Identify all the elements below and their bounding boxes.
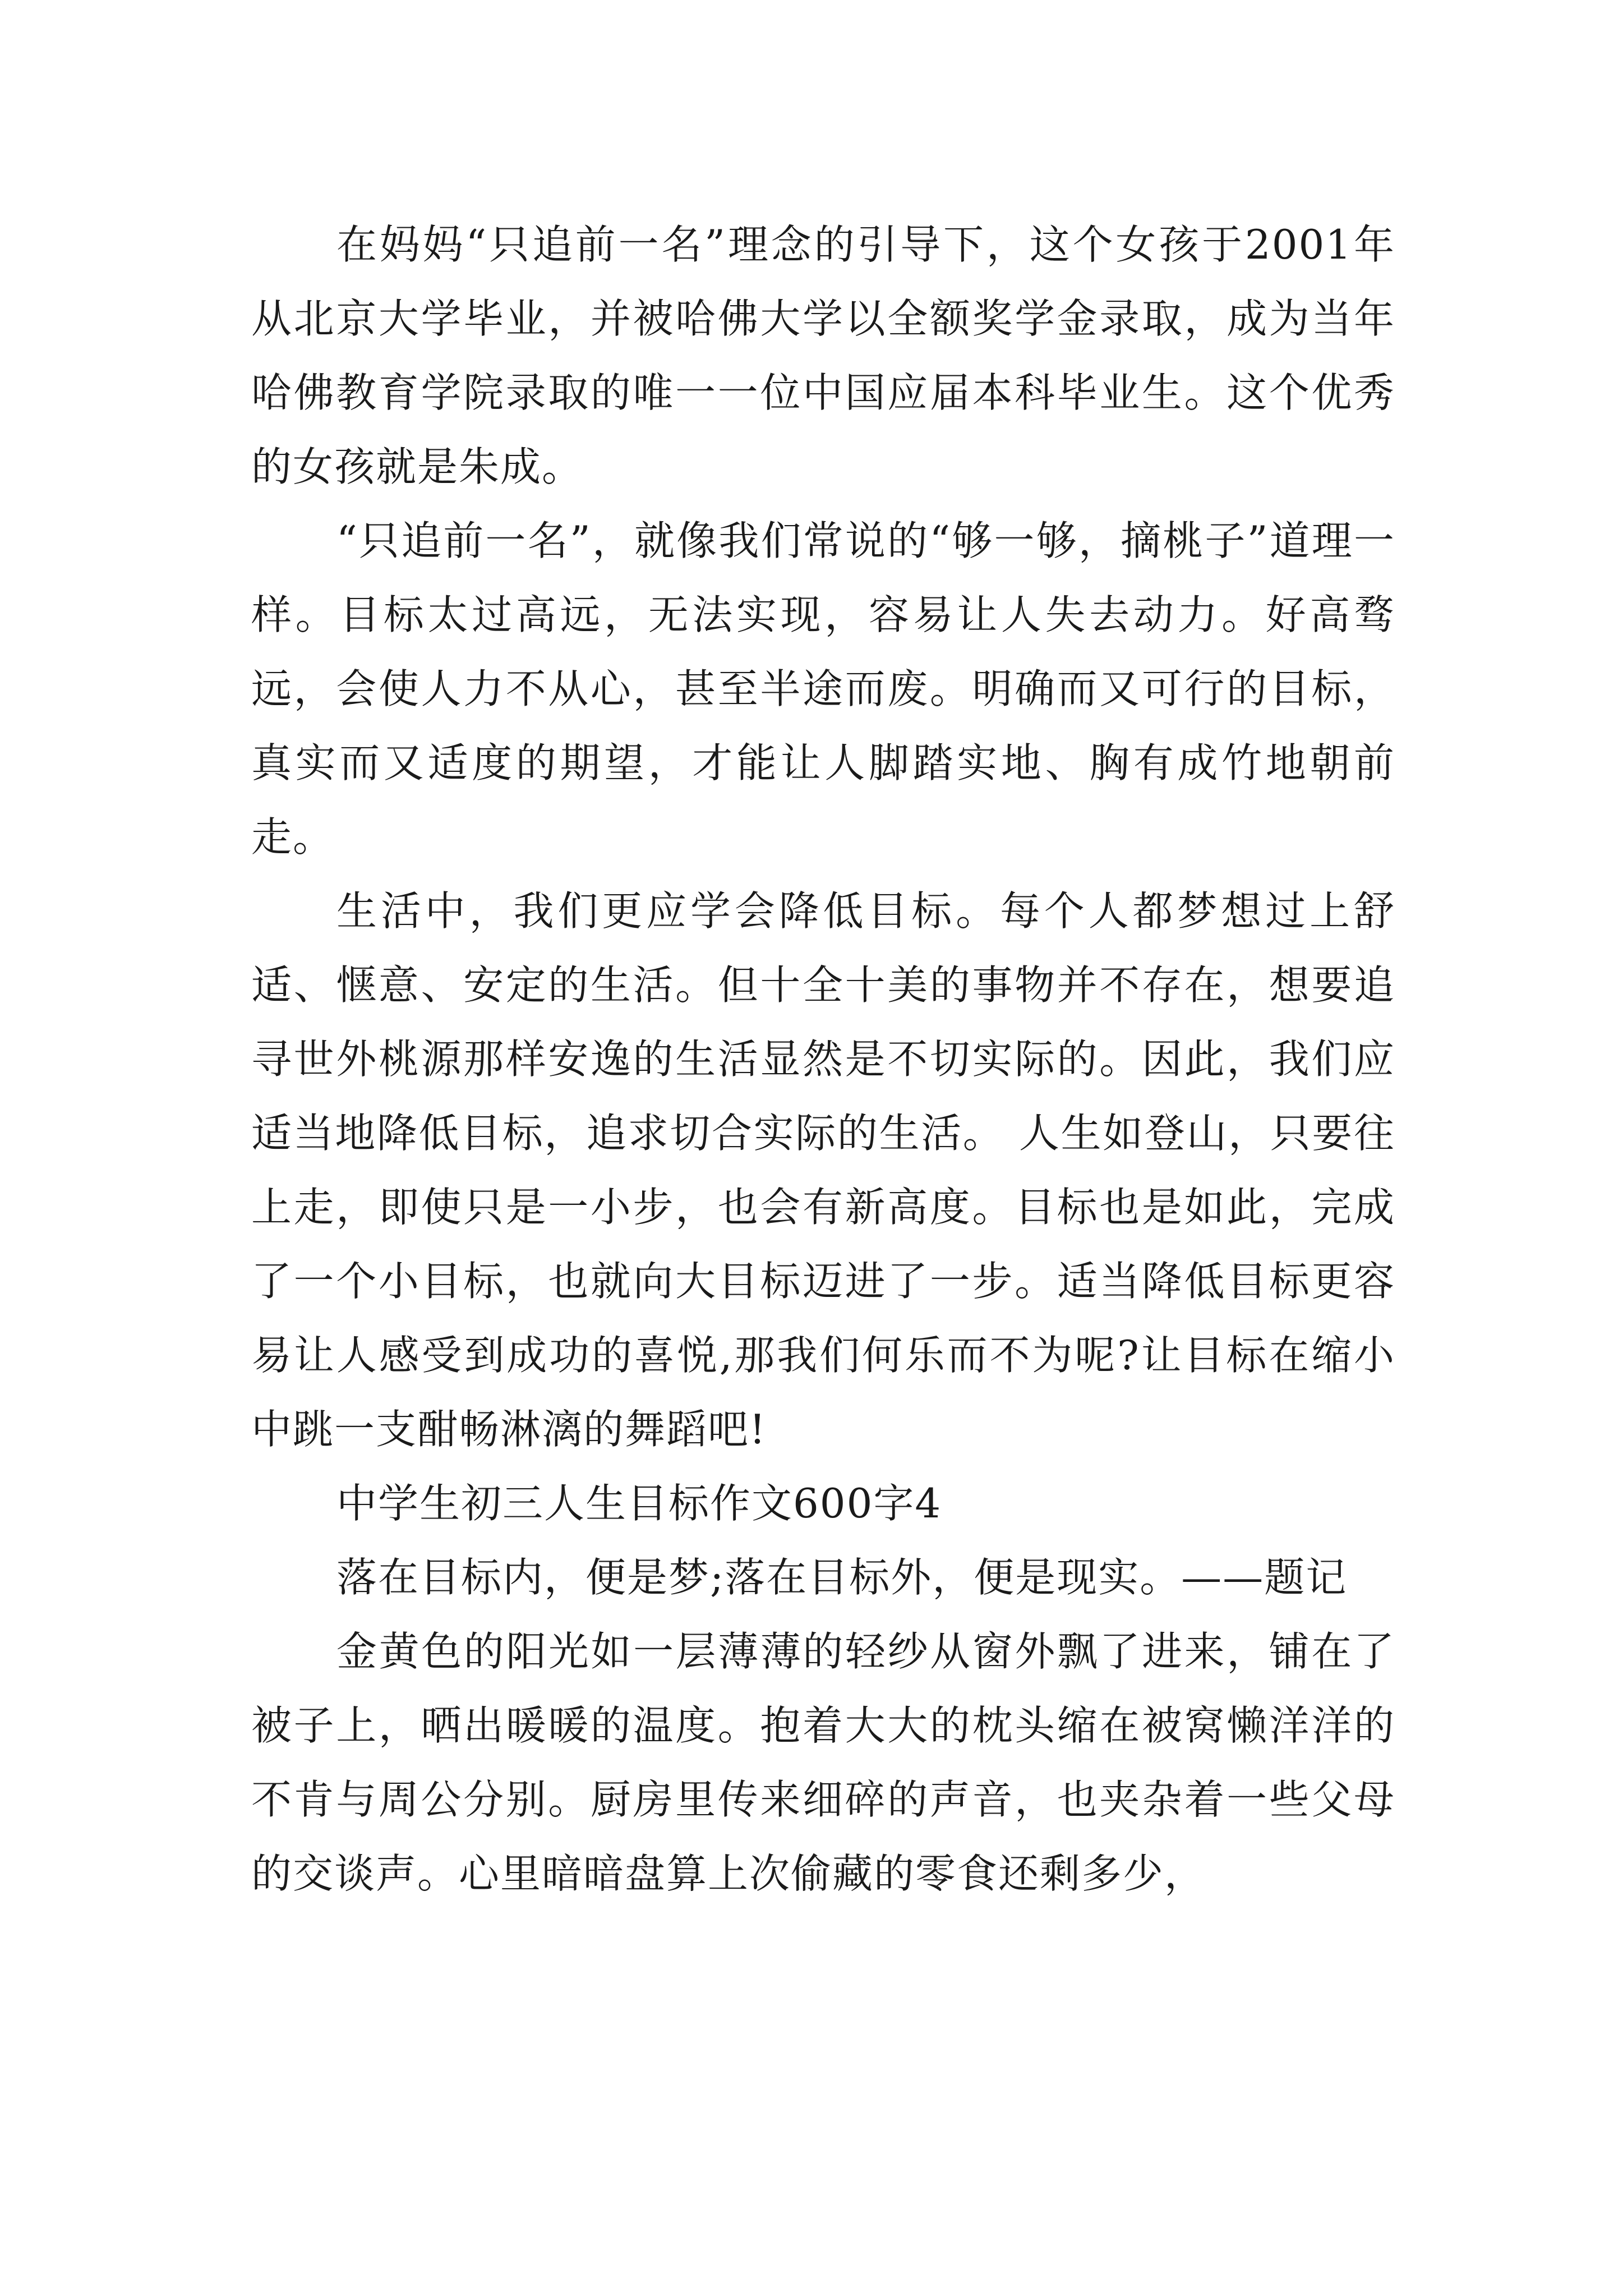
document-body — [251, 208, 1395, 1911]
paragraph-morning-sunlight: 金黄色的阳光如一层薄薄的轻纱从窗外飘了进来，铺在了被子上，晒出暖暖的温度。抱着大大的枕头缩在被窝懒洋洋的不肯与周公分别。厨房里传来细碎的声音，也夹杂着一些父母的交谈声。心里暗暗盘算上次偷藏的零食还剩多少， — [251, 1628, 1395, 1897]
section-title: 中学生初三人生目标作文600字4 — [336, 1480, 942, 1527]
paragraph-zhu-cheng: 在妈妈“只追前一名”理念的引导下，这个女孩于2001年从北京大学毕业，并被哈佛大学以全额奖学金录取，成为当年哈佛教育学院录取的唯一一位中国应届本科毕业生。这个优秀的女孩就是朱成。 — [251, 221, 1395, 490]
paragraph-lower-goals: 生活中，我们更应学会降低目标。每个人都梦想过上舒适、惬意、安定的生活。但十全十美的事物并不存在，想要追寻世外桃源那样安逸的生活显然是不切实际的。因此，我们应适当地降低目标，追求切合实际的生活。 人生如登山，只要往上走，即使只是一小步，也会有新高度。目标也是如此，完成了一个小目标，也就向大目标迈进了一步。适当降低目标更容易让人感受到成功的喜悦,那我们何乐而不为呢?让目标在缩小中跳一支酣畅淋漓的舞蹈吧! — [251, 887, 1395, 1453]
paragraph-chase-next: “只追前一名”，就像我们常说的“够一够，摘桃子”道理一样。目标太过高远，无法实现，容易让人失去动力。好高骛远，会使人力不从心，甚至半途而废。明确而又可行的目标，真实而又适度的期望，才能让人脚踏实地、胸有成竹地朝前走。 — [251, 517, 1395, 861]
epigraph: 落在目标内，便是梦;落在目标外，便是现实。——题记 — [336, 1554, 1348, 1601]
